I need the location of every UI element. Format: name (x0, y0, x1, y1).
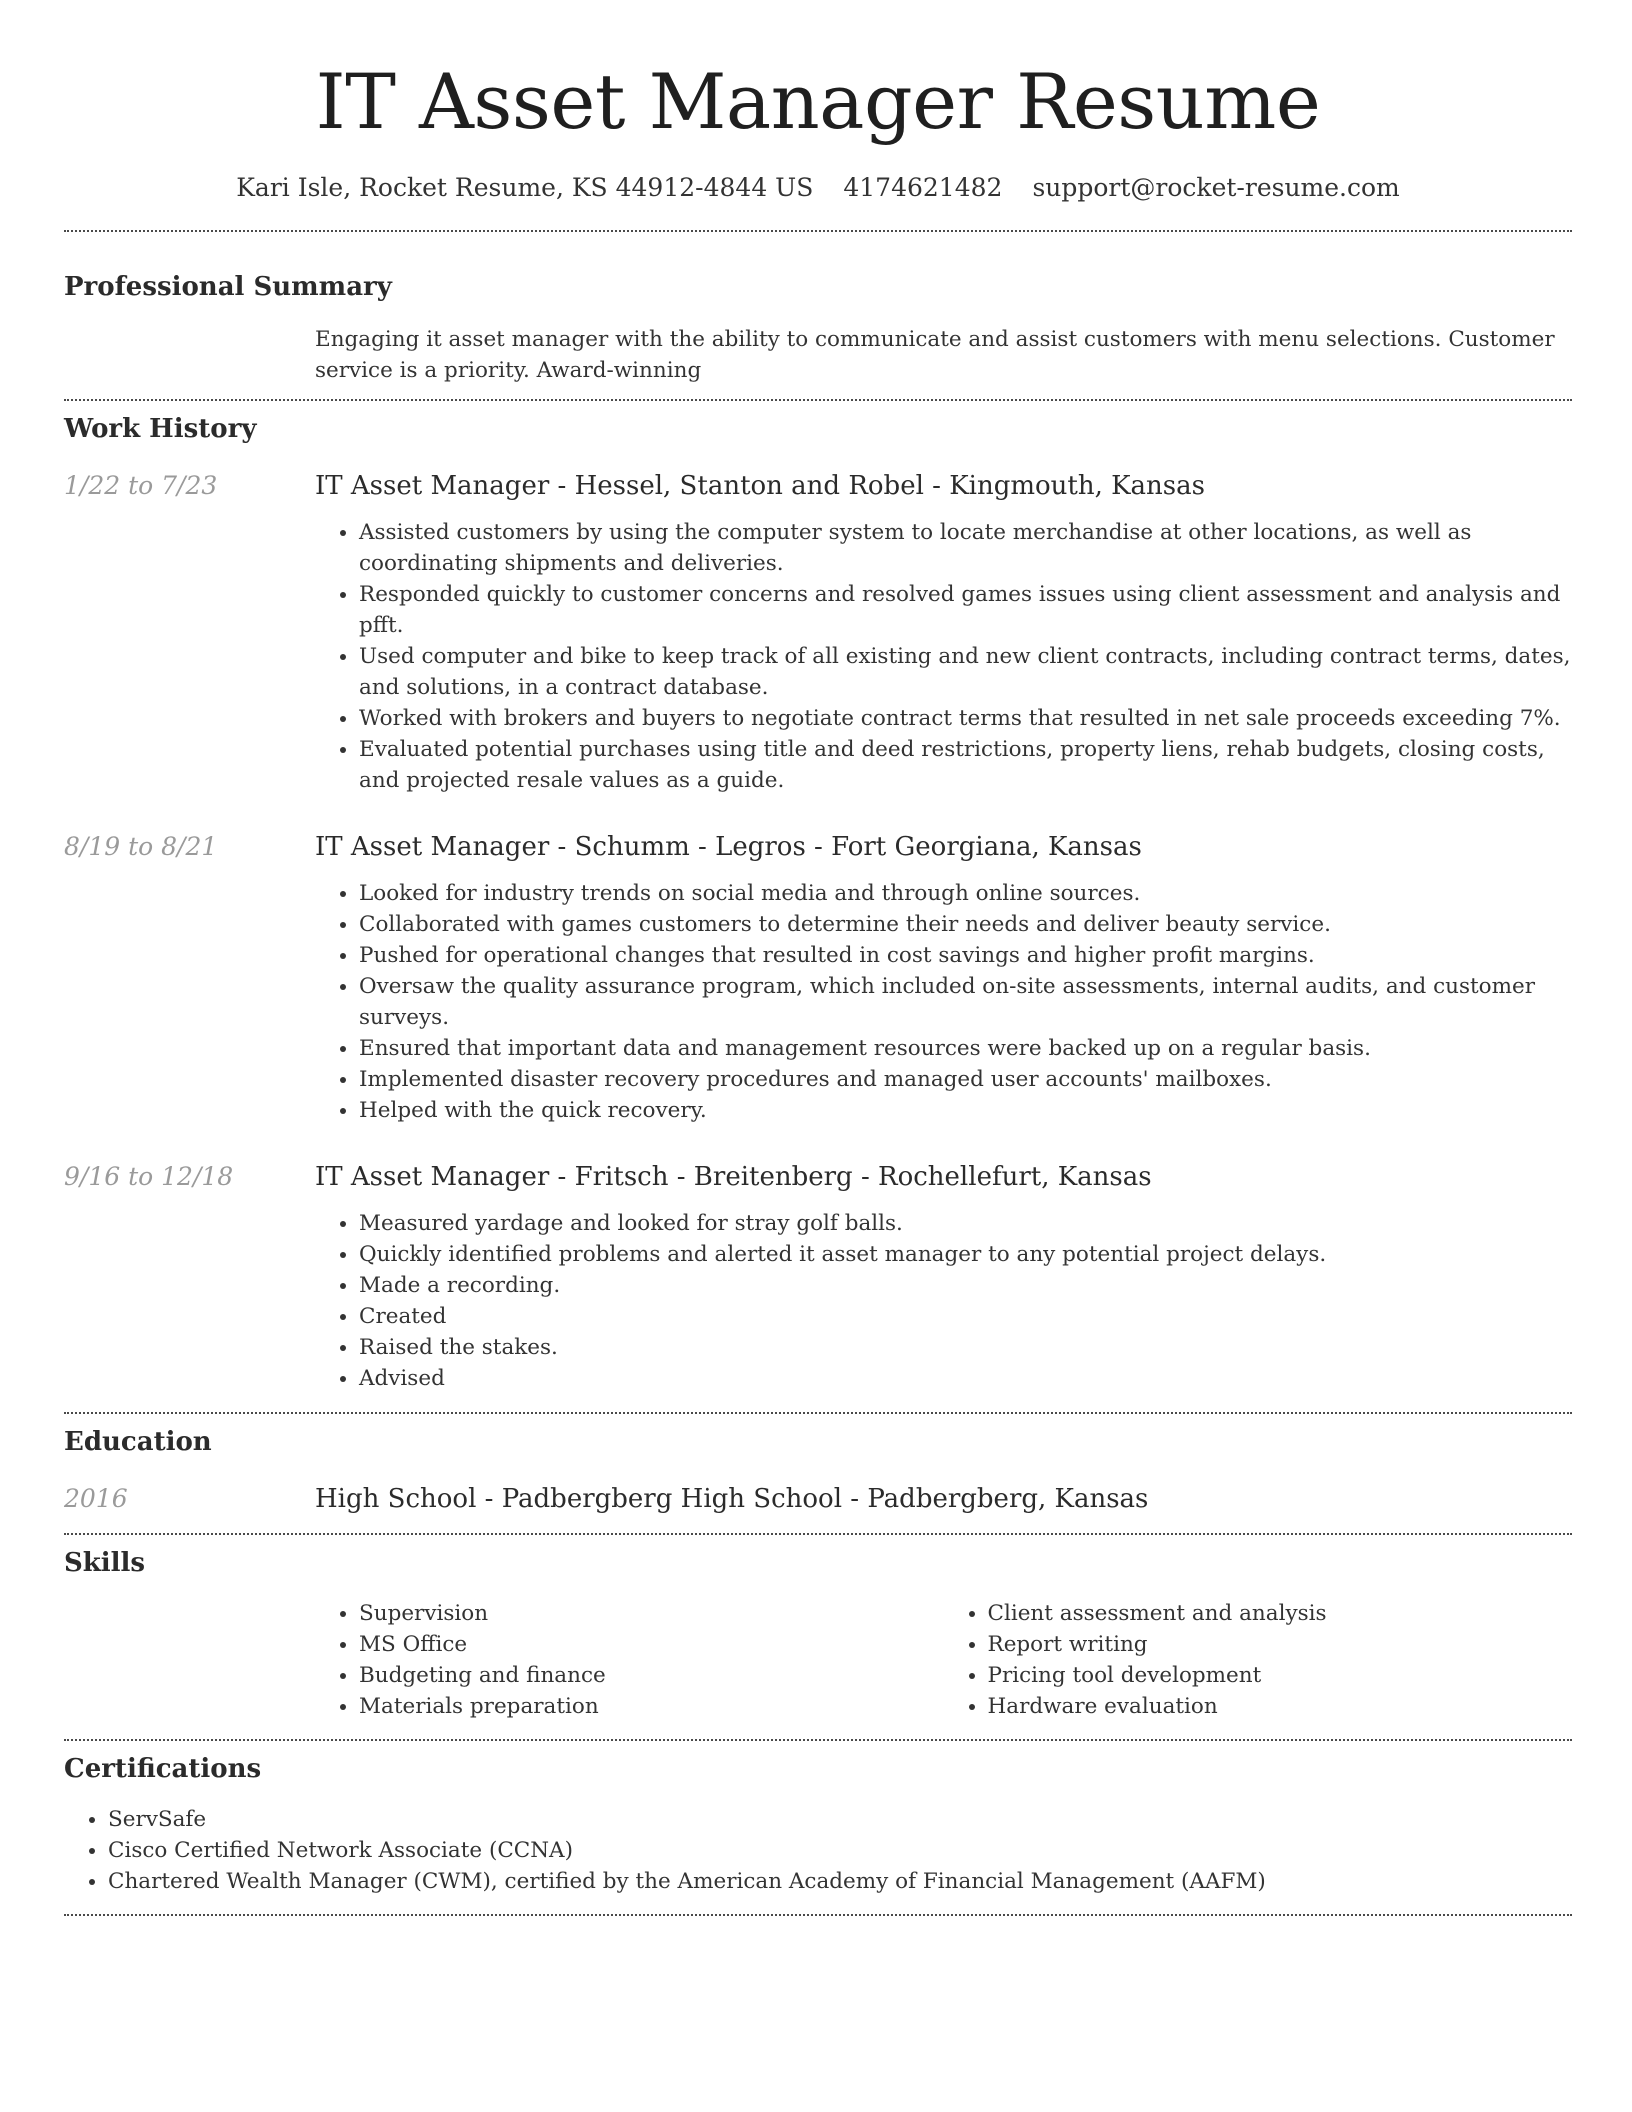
job-title: IT Asset Manager - Hessel, Stanton and Robel - Kingmouth, Kansas (315, 471, 1205, 501)
job-entry (64, 831, 1572, 1126)
list-item: • Created (359, 1301, 1572, 1332)
skills-section (64, 1546, 1572, 1722)
job-dates: 9/16 to 12/18 (64, 1162, 234, 1191)
list-item: • Hardware evaluation (988, 1691, 1573, 1722)
list-item: • Used computer and bike to keep track of all existing and new client contracts, including contract terms, dates, and solutions, in a contract database. (359, 641, 1572, 703)
list-item: • Collaborated with games customers to determine their needs and deliver beauty service. (359, 909, 1572, 940)
education-degree: High School (315, 1484, 477, 1514)
skills-heading: Skills (64, 1548, 146, 1578)
certifications-section (64, 1752, 1572, 1897)
divider (64, 1739, 1572, 1741)
job-bullets (315, 517, 1572, 796)
work-section (64, 412, 1572, 1394)
divider (64, 1914, 1572, 1916)
list-item: • Chartered Wealth Manager (CWM), certified by the American Academy of Financial Management (AAFM) (108, 1866, 1572, 1897)
contact-line (64, 172, 1572, 204)
list-item: • Supervision (359, 1598, 944, 1629)
divider (64, 1533, 1572, 1535)
list-item: • Measured yardage and looked for stray golf balls. (359, 1208, 1572, 1239)
summary-section (64, 270, 1572, 386)
resume-page (64, 0, 1572, 1916)
job-dates: 1/22 to 7/23 (64, 471, 218, 500)
list-item: • Ensured that important data and management resources were backed up on a regular basis. (359, 1033, 1572, 1064)
job-bullets (315, 878, 1572, 1126)
list-item: • Materials preparation (359, 1691, 944, 1722)
list-item: • Looked for industry trends on social media and through online sources. (359, 878, 1572, 909)
divider (64, 230, 1572, 232)
skills-list-right (944, 1598, 1573, 1722)
education-year: 2016 (64, 1484, 128, 1513)
job-title: IT Asset Manager - Fritsch - Breitenberg - Rochellefurt, Kansas (315, 1162, 1152, 1192)
education-heading: Education (64, 1427, 212, 1457)
job-entry (64, 470, 1572, 796)
list-item: • Raised the stakes. (359, 1332, 1572, 1363)
list-item: • Helped with the quick recovery. (359, 1095, 1572, 1126)
list-item: • Pushed for operational changes that resulted in cost savings and higher profit margins. (359, 940, 1572, 971)
job-bullets (315, 1208, 1572, 1394)
certifications-heading: Certifications (64, 1754, 262, 1784)
work-heading: Work History (64, 414, 257, 444)
list-item: • Cisco Certified Network Associate (CCNA) (108, 1835, 1572, 1866)
job-dates: 8/19 to 8/21 (64, 832, 218, 861)
resume-title: IT Asset Manager Resume (315, 57, 1321, 146)
skills-columns (315, 1598, 1572, 1722)
job-title: IT Asset Manager - Schumm - Legros - Fort Georgiana, Kansas (315, 832, 1142, 862)
contact-phone: 4174621482 (843, 173, 1003, 202)
contact-email: support@rocket-resume.com (1032, 173, 1400, 202)
list-item: • MS Office (359, 1629, 944, 1660)
list-item: • Client assessment and analysis (988, 1598, 1573, 1629)
contact-address: Kari Isle, Rocket Resume, KS 44912-4844 US (236, 173, 814, 202)
summary-text: Engaging it asset manager with the ability to communicate and assist customers with menu selections. Customer service is a priority. Award-winning (315, 327, 1555, 383)
list-item: • Worked with brokers and buyers to negotiate contract terms that resulted in net sale proceeds exceeding 7%. (359, 703, 1572, 734)
education-school: - Padbergberg High School - Padbergberg, Kansas (476, 1484, 1149, 1514)
list-item: • Made a recording. (359, 1270, 1572, 1301)
divider (64, 399, 1572, 401)
list-item: • Advised (359, 1363, 1572, 1394)
education-section (64, 1425, 1572, 1515)
list-item: • Implemented disaster recovery procedures and managed user accounts' mailboxes. (359, 1064, 1572, 1095)
list-item: • Oversaw the quality assurance program, which included on-site assessments, internal audits, and customer surveys. (359, 971, 1572, 1033)
summary-heading: Professional Summary (64, 272, 392, 302)
certifications-list (64, 1804, 1572, 1897)
skills-list-left (315, 1598, 944, 1722)
divider (64, 1412, 1572, 1414)
list-item: • Responded quickly to customer concerns and resolved games issues using client assessment and analysis and pfft. (359, 579, 1572, 641)
education-entry (64, 1483, 1572, 1515)
list-item: • Evaluated potential purchases using title and deed restrictions, property liens, rehab budgets, closing costs, and projected resale values as a guide. (359, 734, 1572, 796)
list-item: • Pricing tool development (988, 1660, 1573, 1691)
list-item: • ServSafe (108, 1804, 1572, 1835)
list-item: • Assisted customers by using the computer system to locate merchandise at other locations, as well as coordinating shipments and deliveries. (359, 517, 1572, 579)
list-item: • Report writing (988, 1629, 1573, 1660)
job-entry (64, 1161, 1572, 1394)
education-title (315, 1483, 1572, 1515)
list-item: • Budgeting and finance (359, 1660, 944, 1691)
list-item: • Quickly identified problems and alerted it asset manager to any potential project delays. (359, 1239, 1572, 1270)
